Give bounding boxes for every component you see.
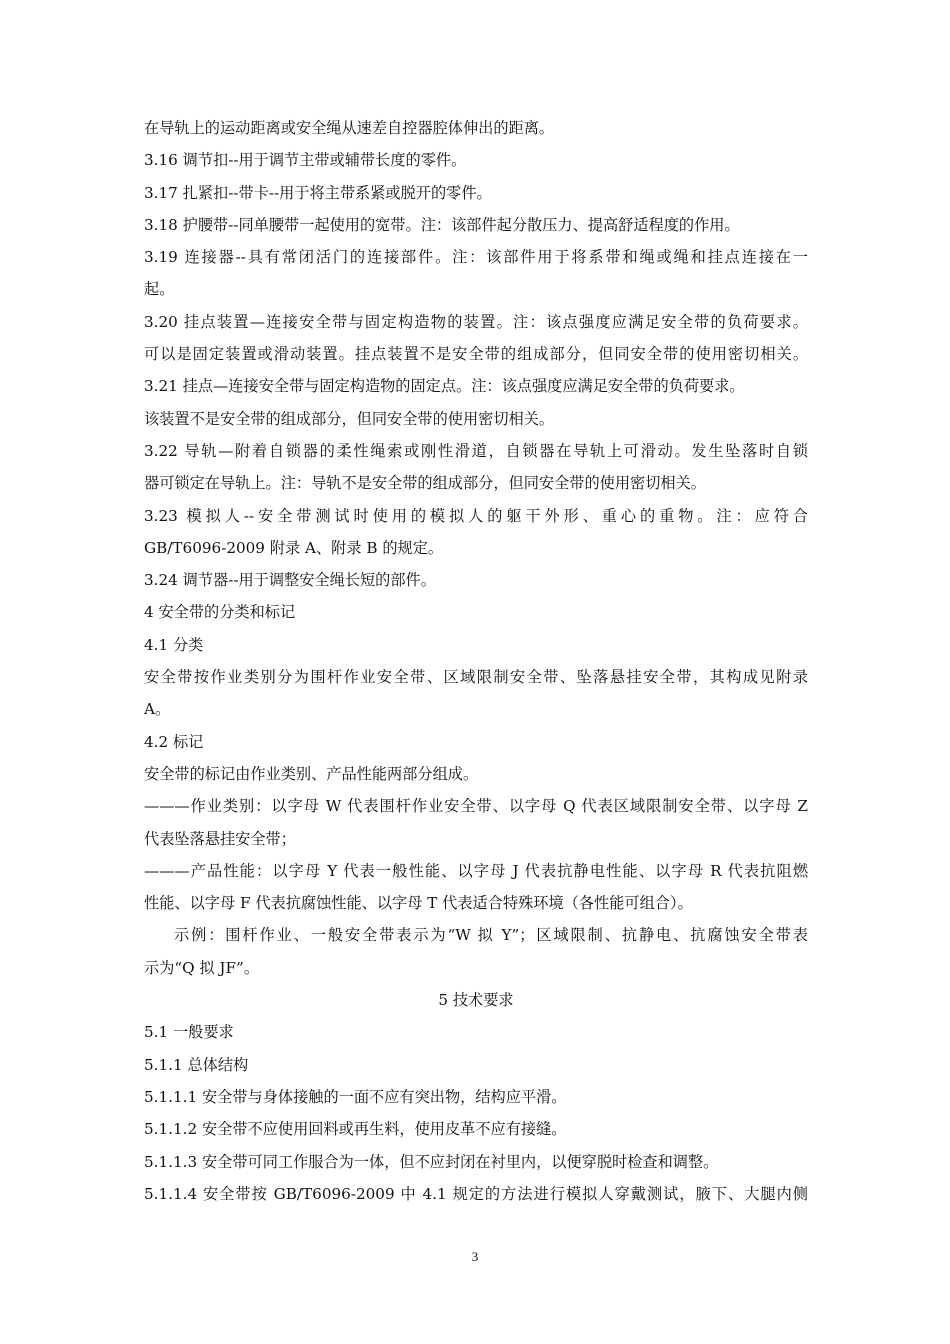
text-line: 5.1.1.1 安全带与身体接触的一面不应有突出物，结构应平滑。 [144, 1087, 567, 1106]
text-line: A。 [144, 700, 171, 719]
text-line: 5.1.1.4 安全带按 GB/T6096-2009 中 4.1 规定的方法进行模拟人穿戴测试，腋下、大腿内侧 [144, 1184, 808, 1203]
text-line: 3.20 挂点装置—连接安全带与固定构造物的装置。注：该点强度应满足安全带的负荷要求。 [144, 312, 808, 331]
text-line: 器可锁定在导轨上。注：导轨不是安全带的组成部分，但同安全带的使用密切相关。 [144, 474, 706, 493]
text-line: 该装置不是安全带的组成部分，但同安全带的使用密切相关。 [144, 409, 555, 428]
section-heading: 5 技术要求 [438, 991, 514, 1010]
text-line: 5.1.1.3 安全带可同工作服合为一体，但不应封闭在衬里内，以便穿脱时检查和调整。 [144, 1152, 719, 1171]
text-line: 代表坠落悬挂安全带； [144, 829, 296, 848]
section-heading: 4 安全带的分类和标记 [144, 603, 296, 622]
document-body [144, 112, 808, 1210]
text-line: 5.1.1.2 安全带不应使用回料或再生料，使用皮革不应有接缝。 [144, 1120, 567, 1139]
page-number: 3 [471, 1249, 479, 1264]
text-line: 性能、以字母 F 代表抗腐蚀性能、以字母 T 代表适合特殊环境（各性能可组合）。 [144, 894, 693, 913]
text-line: 安全带的标记由作业类别、产品性能两部分组成。 [144, 764, 479, 783]
text-line: 在导轨上的运动距离或安全绳从速差自控器腔体伸出的距离。 [144, 119, 555, 137]
text-line: 3.24 调节器--用于调整安全绳长短的部件。 [144, 571, 436, 590]
subsection-heading: 5.1.1 总体结构 [144, 1055, 249, 1074]
subsection-heading: 5.1 一般要求 [144, 1023, 234, 1042]
text-line: 3.23 模拟人--安全带测试时使用的模拟人的躯干外形、重心的重物。注：应符合 [144, 506, 808, 525]
text-line: 3.22 导轨—附着自锁器的柔性绳索或刚性滑道，自锁器在导轨上可滑动。发生坠落时自锁 [144, 441, 808, 460]
text-line: ———产品性能：以字母 Y 代表一般性能、以字母 J 代表抗静电性能、以字母 R 代表抗阻燃 [144, 861, 808, 880]
text-line: 3.19 连接器--具有常闭活门的连接部件。注：该部件用于将系带和绳或绳和挂点连接在一 [144, 248, 808, 267]
text-line: 3.21 挂点—连接安全带与固定构造物的固定点。注：该点强度应满足安全带的负荷要求。 [144, 377, 745, 396]
text-line: 可以是固定装置或滑动装置。挂点装置不是安全带的组成部分，但同安全带的使用密切相关。 [144, 345, 808, 364]
text-line: 3.18 护腰带--同单腰带一起使用的宽带。注：该部件起分散压力、提高舒适程度的作用。 [144, 215, 740, 234]
text-line: GB/T6096-2009 附录 A、附录 B 的规定。 [144, 538, 444, 557]
text-line: 3.17 扎紧扣--带卡--用于将主带系紧或脱开的零件。 [144, 183, 492, 202]
subsection-heading: 4.2 标记 [144, 732, 204, 751]
text-line: 安全带按作业类别分为围杆作业安全带、区域限制安全带、坠落悬挂安全带，其构成见附录 [144, 668, 808, 687]
example-text: 示例：围杆作业、一般安全带表示为“W 拟 Y”；区域限制、抗静电、抗腐蚀安全带表 [174, 926, 808, 945]
subsection-heading: 4.1 分类 [144, 635, 204, 654]
text-line: ———作业类别：以字母 W 代表围杆作业安全带、以字母 Q 代表区域限制安全带、以字母 Z [144, 797, 808, 816]
text-line: 起。 [144, 280, 175, 299]
example-text: 示为“Q 拟 JF”。 [144, 958, 260, 977]
text-line: 3.16 调节扣--用于调节主带或辅带长度的零件。 [144, 151, 467, 170]
